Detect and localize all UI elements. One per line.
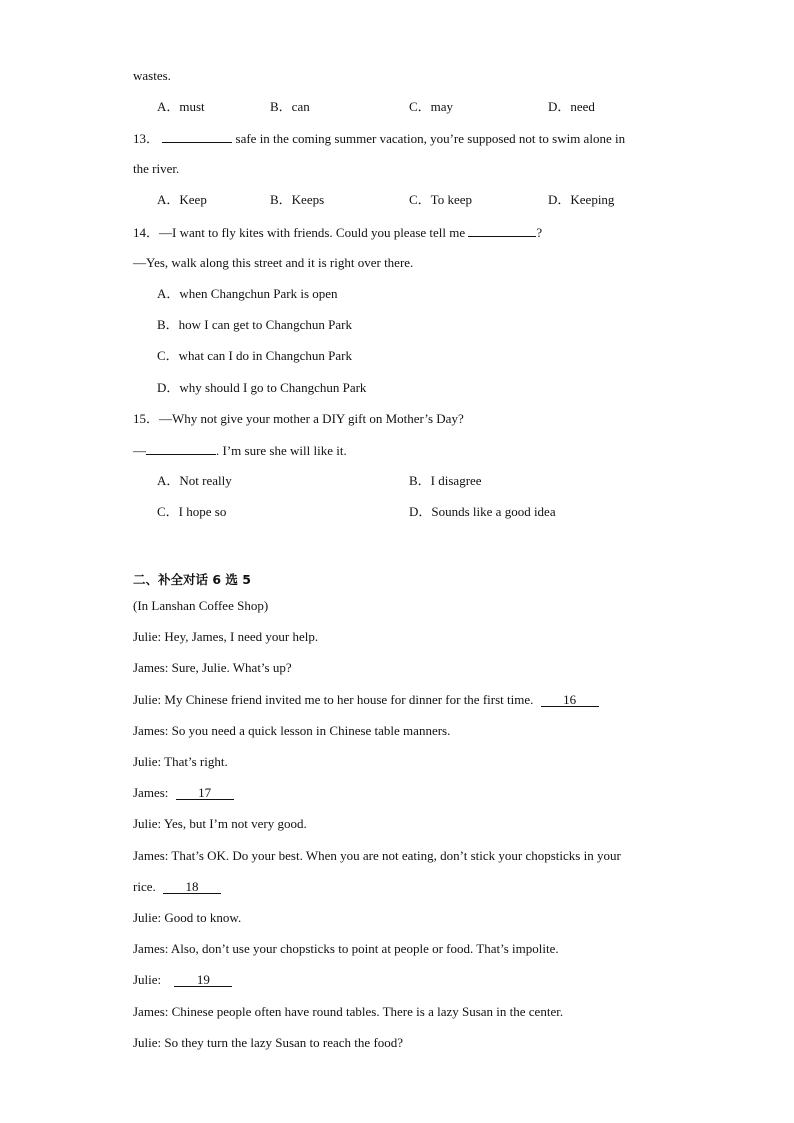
dialogue-speaker: Julie: bbox=[133, 972, 162, 987]
q14-question: 14．—I want to fly kites with friends. Could you please tell me bbox=[133, 225, 466, 240]
dialogue-speaker: James: bbox=[133, 785, 169, 800]
q12-tail: wastes. bbox=[133, 68, 171, 83]
q14-option-b: B．how I can get to Changchun Park bbox=[157, 317, 352, 332]
q15-option-a: A．Not really bbox=[157, 473, 232, 488]
q13-option-a: A．Keep bbox=[157, 192, 207, 207]
blank-19: 19 bbox=[174, 973, 232, 987]
q14-line1 bbox=[133, 224, 542, 241]
section2-heading: 二、补全对话 6 选 5 bbox=[133, 572, 251, 587]
q13-text: safe in the coming summer vacation, you’re supposed not to swim alone in bbox=[235, 131, 626, 146]
q13-line1 bbox=[133, 130, 625, 147]
blank-18: 18 bbox=[163, 880, 221, 894]
dialogue-setting: (In Lanshan Coffee Shop) bbox=[133, 598, 269, 613]
q14-question-mark: ? bbox=[536, 225, 543, 240]
dialogue-line: James: So you need a quick lesson in Chinese table manners. bbox=[133, 723, 451, 738]
q15-reply: . I’m sure she will like it. bbox=[216, 443, 347, 458]
q12-option-c: C．may bbox=[409, 99, 454, 114]
q15-line2 bbox=[133, 442, 347, 459]
dialogue-text: Julie: My Chinese friend invited me to her house for dinner for the first time. bbox=[133, 692, 534, 707]
q14-option-d: D．why should I go to Changchun Park bbox=[157, 380, 367, 395]
dialogue-line bbox=[133, 972, 232, 988]
dialogue-line bbox=[133, 879, 221, 895]
q12-option-d: D．need bbox=[548, 99, 595, 114]
blank-17: 17 bbox=[176, 786, 234, 800]
q15-option-d: D．Sounds like a good idea bbox=[409, 504, 556, 519]
q14-option-c: C．what can I do in Changchun Park bbox=[157, 348, 352, 363]
dialogue-line: Julie: Yes, but I’m not very good. bbox=[133, 816, 307, 831]
dialogue-line: Julie: Good to know. bbox=[133, 910, 242, 925]
q13-answer-blank bbox=[162, 130, 232, 143]
q15-dash: — bbox=[133, 443, 146, 458]
dialogue-line bbox=[133, 785, 234, 801]
q12-option-a: A．must bbox=[157, 99, 205, 114]
q13-option-c: C．To keep bbox=[409, 192, 472, 207]
dialogue-line: James: That’s OK. Do your best. When you are not eating, don’t stick your chopsticks in your bbox=[133, 848, 621, 863]
q13-line2: the river. bbox=[133, 161, 180, 176]
q14-answer-blank bbox=[468, 224, 536, 237]
dialogue-line: James: Also, don’t use your chopsticks to point at people or food. That’s impolite. bbox=[133, 941, 559, 956]
q12-option-b: B．can bbox=[270, 99, 310, 114]
q13-option-b: B．Keeps bbox=[270, 192, 325, 207]
dialogue-line: Julie: So they turn the lazy Susan to reach the food? bbox=[133, 1035, 404, 1050]
q13-option-d: D．Keeping bbox=[548, 192, 615, 207]
q15-option-c: C．I hope so bbox=[157, 504, 227, 519]
q15-line1: 15．—Why not give your mother a DIY gift on Mother’s Day? bbox=[133, 411, 464, 426]
q15-option-b: B．I disagree bbox=[409, 473, 482, 488]
q14-line2: —Yes, walk along this street and it is right over there. bbox=[133, 255, 414, 270]
dialogue-line: James: Sure, Julie. What’s up? bbox=[133, 660, 292, 675]
q14-option-a: A．when Changchun Park is open bbox=[157, 286, 338, 301]
dialogue-line: James: Chinese people often have round tables. There is a lazy Susan in the center. bbox=[133, 1004, 564, 1019]
dialogue-text: rice. bbox=[133, 879, 156, 894]
q15-answer-blank bbox=[146, 442, 216, 455]
blank-16: 16 bbox=[541, 693, 599, 707]
dialogue-line bbox=[133, 692, 599, 708]
q13-number: 13． bbox=[133, 131, 160, 146]
dialogue-line: Julie: Hey, James, I need your help. bbox=[133, 629, 319, 644]
dialogue-line: Julie: That’s right. bbox=[133, 754, 228, 769]
